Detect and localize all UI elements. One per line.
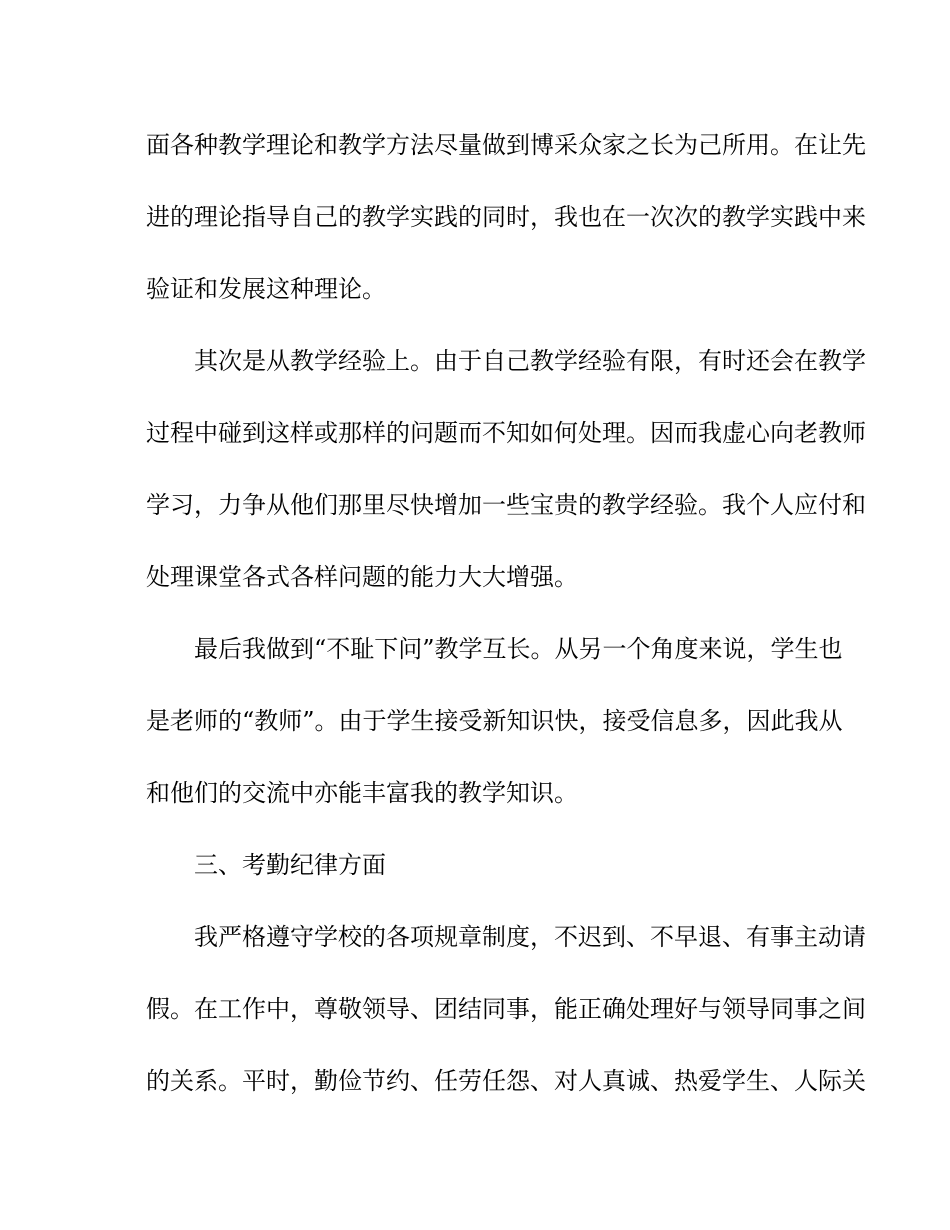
paragraph-line: 是老师的“教师”。由于学生接受新知识快，接受信息多，因此我从 bbox=[146, 707, 843, 735]
paragraph-line: 处理课堂各式各样问题的能力大大增强。 bbox=[146, 563, 578, 591]
paragraph-line: 验证和发展这种理论。 bbox=[146, 275, 386, 303]
paragraph-line: 的关系。平时，勤俭节约、任劳任怨、对人真诚、热爱学生、人际关 bbox=[146, 1067, 866, 1095]
paragraph-line: 我严格遵守学校的各项规章制度，不迟到、不早退、有事主动请 bbox=[194, 923, 866, 951]
paragraph-line: 学习，力争从他们那里尽快增加一些宝贵的教学经验。我个人应付和 bbox=[146, 491, 866, 519]
paragraph-line: 假。在工作中，尊敬领导、团结同事，能正确处理好与领导同事之间 bbox=[146, 995, 866, 1023]
section-heading: 三、考勤纪律方面 bbox=[194, 851, 386, 879]
paragraph-line: 过程中碰到这样或那样的问题而不知如何处理。因而我虚心向老教师 bbox=[146, 419, 866, 447]
paragraph-line: 面各种教学理论和教学方法尽量做到博采众家之长为己所用。在让先 bbox=[146, 131, 866, 159]
paragraph-line: 其次是从教学经验上。由于自己教学经验有限，有时还会在教学 bbox=[194, 347, 866, 375]
paragraph-line: 进的理论指导自己的教学实践的同时，我也在一次次的教学实践中来 bbox=[146, 203, 866, 231]
paragraph-line: 最后我做到“不耻下问”教学互长。从另一个角度来说，学生也 bbox=[194, 635, 843, 663]
paragraph-line: 和他们的交流中亦能丰富我的教学知识。 bbox=[146, 779, 578, 807]
